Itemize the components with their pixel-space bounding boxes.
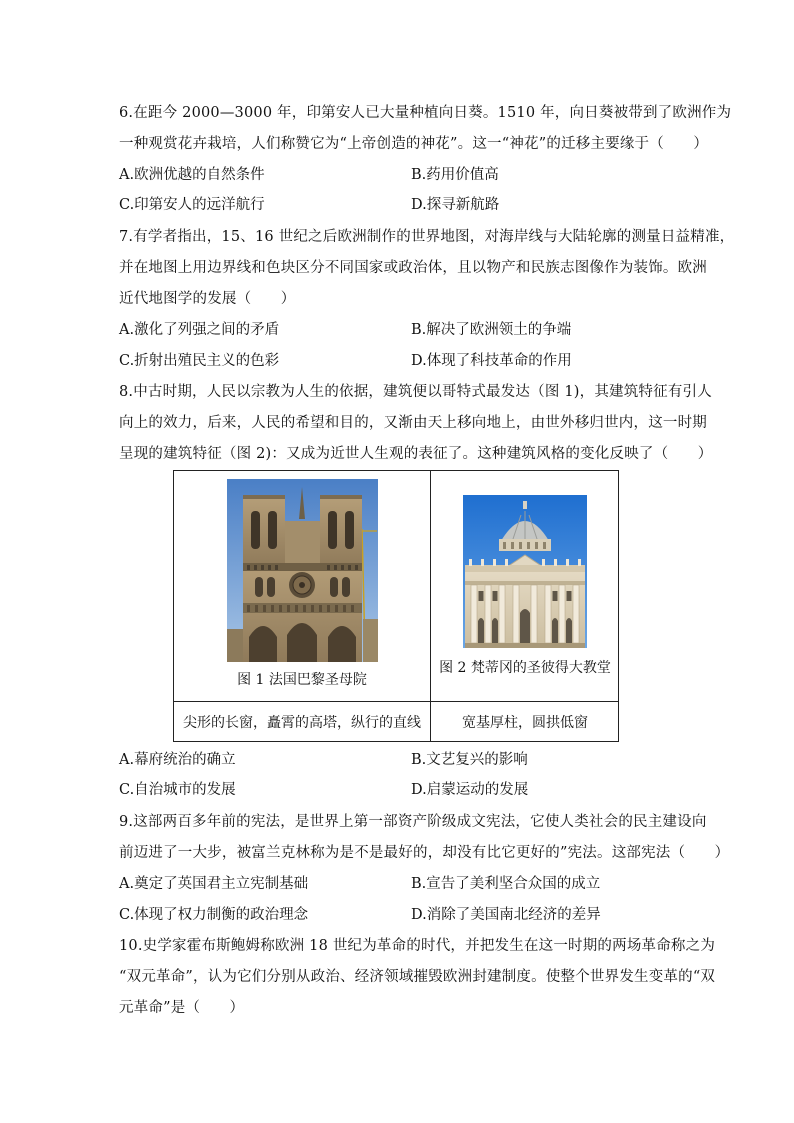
q8-option-c: C.自治城市的发展 xyxy=(119,782,236,798)
q8-option-d: D.启蒙运动的发展 xyxy=(411,782,529,798)
q7-stem-line-2: 并在地图上用边界线和色块区分不同国家或政治体，且以物产和民族志图像作为装饰。欧洲 xyxy=(119,260,707,276)
q6-option-d: D.探寻新航路 xyxy=(411,197,500,213)
q10-stem-line-2: “双元革命”，认为它们分别从政治、经济领域摧毁欧洲封建制度。使整个世界发生变革的“双 xyxy=(119,969,716,985)
q8-stem-line-1: 8.中古时期，人民以宗教为人生的依据，建筑便以哥特式最发达（图 1)，其建筑特征有引人 xyxy=(119,384,712,400)
fig2-feature-text: 宽基厚柱，圆拱低窗 xyxy=(462,715,588,731)
q7-option-c: C.折射出殖民主义的色彩 xyxy=(119,353,280,369)
q6-option-a: A.欧洲优越的自然条件 xyxy=(119,167,265,183)
q9-stem-line-1: 9.这部两百多年前的宪法，是世界上第一部资产阶级成文宪法，它使人类社会的民主建设向 xyxy=(119,814,707,830)
q6-option-c: C.印第安人的远洋航行 xyxy=(119,197,265,213)
fig2-caption: 图 2 梵蒂冈的圣彼得大教堂 xyxy=(439,660,611,676)
q8-stem-line-3: 呈现的建筑特征（图 2)：又成为近世人生观的表征了。这种建筑风格的变化反映了（ ） xyxy=(119,446,713,462)
q9-option-a: A.奠定了英国君主立宪制基础 xyxy=(119,876,309,892)
q7-stem-line-3: 近代地图学的发展（ ） xyxy=(119,291,296,307)
st-peters-basilica-image xyxy=(463,495,587,648)
q9-option-c: C.体现了权力制衡的政治理念 xyxy=(119,907,309,923)
q6-stem-line-2: 一种观赏花卉栽培，人们称赞它为“上帝创造的神花”。这一“神花”的迁移主要缘于（ ） xyxy=(119,136,709,152)
q6-option-b: B.药用价值高 xyxy=(411,167,499,183)
fig1-caption: 图 1 法国巴黎圣母院 xyxy=(237,672,367,688)
q9-option-b: B.宣告了美利坚合众国的成立 xyxy=(411,876,601,892)
fig1-feature-text: 尖形的长窗，矗霄的高塔，纵行的直线 xyxy=(183,715,421,731)
q8-figure-table xyxy=(173,470,619,742)
q10-stem-line-3: 元革命”是（ ） xyxy=(119,1000,245,1016)
q6-stem-line-1: 6.在距今 2000—3000 年，印第安人已大量种植向日葵。1510 年，向日葵被带到了欧洲作为 xyxy=(119,105,732,121)
q9-option-d: D.消除了美国南北经济的差异 xyxy=(411,907,601,923)
q8-option-b: B.文艺复兴的影响 xyxy=(411,752,528,768)
q8-option-a: A.幕府统治的确立 xyxy=(119,752,236,768)
q7-stem-line-1: 7.有学者指出，15、16 世纪之后欧洲制作的世界地图，对海岸线与大陆轮廓的测量日益精准， xyxy=(119,229,735,245)
q7-option-d: D.体现了科技革命的作用 xyxy=(411,353,572,369)
q7-option-b: B.解决了欧洲领土的争端 xyxy=(411,322,572,338)
q7-option-a: A.激化了列强之间的矛盾 xyxy=(119,322,280,338)
q10-stem-line-1: 10.史学家霍布斯鲍姆称欧洲 18 世纪为革命的时代，并把发生在这一时期的两场革命称之为 xyxy=(119,938,716,954)
table-divider-horizontal xyxy=(174,701,618,702)
notre-dame-image xyxy=(227,479,378,662)
q8-stem-line-2: 向上的效力，后来，人民的希望和目的，又渐由天上移向地上，由世外移归世内，这一时期 xyxy=(119,415,707,431)
q9-stem-line-2: 前迈进了一大步，被富兰克林称为是不是最好的，却没有比它更好的”宪法。这部宪法（ ） xyxy=(119,845,730,861)
